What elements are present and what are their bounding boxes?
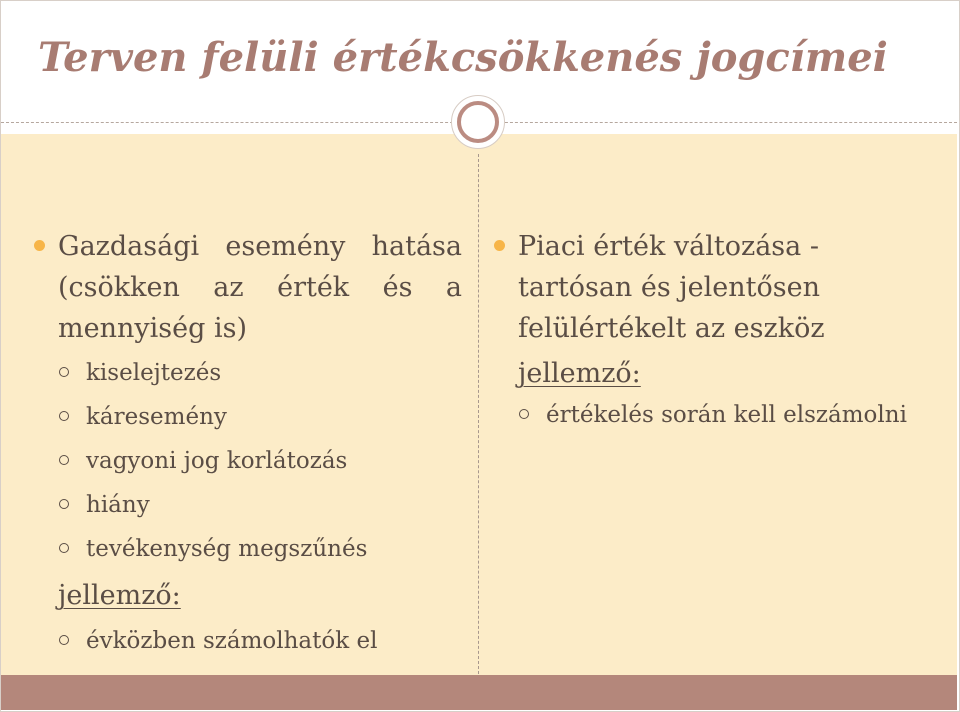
left-list-item [34, 527, 462, 571]
bullet-dot-icon [494, 240, 505, 251]
ring-bullet-icon [59, 367, 69, 377]
right-characteristic-label: jellemző: [518, 358, 641, 389]
left-characteristic-item [34, 619, 462, 663]
right-characteristic-item [494, 397, 938, 433]
slide-title: Terven felüli értékcsökkenés jogcímei [38, 34, 888, 81]
column-divider [478, 154, 479, 674]
left-list-item [34, 439, 462, 483]
ring-bullet-icon [59, 499, 69, 509]
left-list-item [34, 483, 462, 527]
list-item-text: hiány [86, 492, 150, 518]
list-item-text: vagyoni jog korlátozás [86, 448, 348, 474]
right-main-text: Piaci érték változása - tartósan és jelentősen felülértékelt az eszköz [518, 231, 825, 344]
ring-bullet-icon [59, 455, 69, 465]
list-item-text: kiselejtezés [86, 360, 222, 386]
ring-bullet-icon [519, 409, 529, 419]
ring-bullet-icon [59, 635, 69, 645]
bullet-dot-icon [34, 240, 45, 251]
list-item-text: káresemény [86, 404, 227, 430]
list-item-text: tevékenység megszűnés [86, 536, 368, 562]
right-main-point [494, 226, 938, 349]
left-list-item [34, 395, 462, 439]
right-column [494, 226, 938, 433]
left-characteristic-label: jellemző: [58, 580, 181, 611]
list-item-text: évközben számolhatók el [86, 628, 378, 654]
left-list-item [34, 351, 462, 395]
left-column [34, 226, 462, 663]
footer-bar [1, 675, 957, 710]
decorative-ring-icon [457, 101, 499, 143]
left-main-text: Gazdasági esemény hatása (csökken az érték és a mennyiség is) [58, 231, 462, 344]
ring-bullet-icon [59, 411, 69, 421]
list-item-text: értékelés során kell elszámolni [546, 402, 907, 428]
ring-bullet-icon [59, 543, 69, 553]
left-main-point [34, 226, 462, 349]
